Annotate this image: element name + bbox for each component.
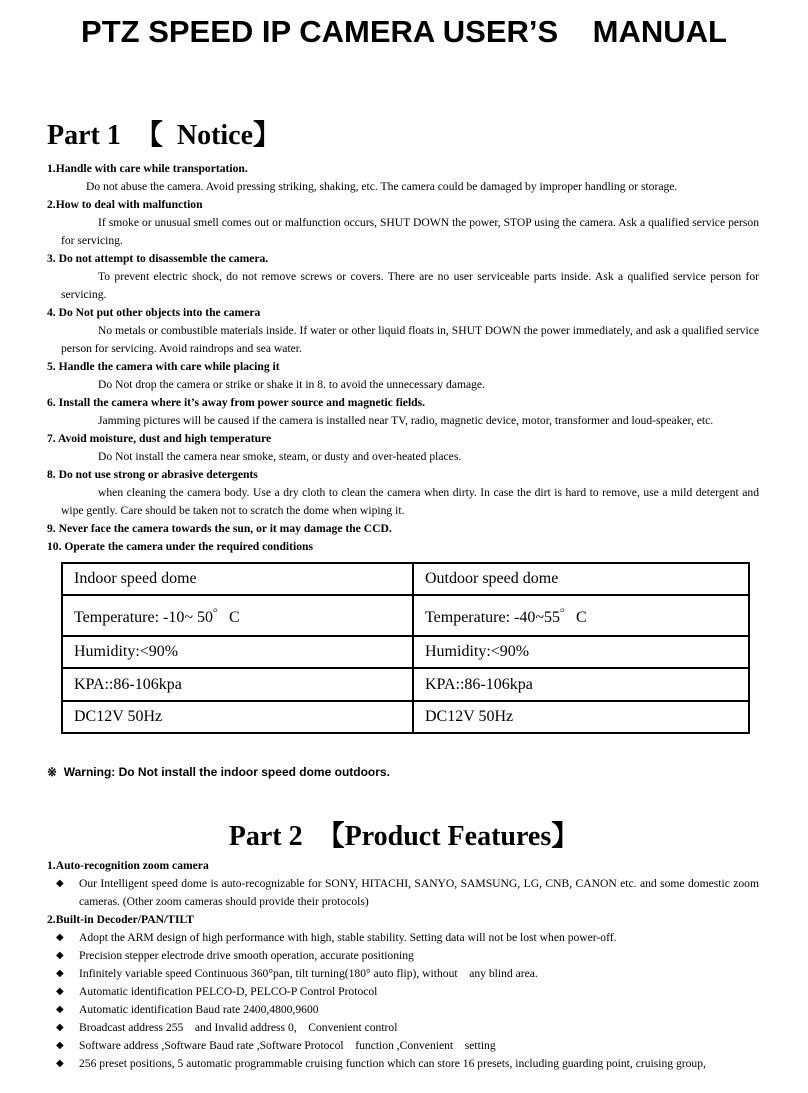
notice-body-6: Jamming pictures will be caused if the camera is installed near TV, radio, magnetic device, motor, transformer and loud-speaker, etc. [98, 414, 714, 427]
list-item [47, 1019, 759, 1037]
table-cell: Humidity:<90% [63, 636, 413, 669]
table-cell: Temperature: -40~55゜C [413, 595, 748, 636]
notice-body-4: No metals or combustible materials inside. If water or other liquid floats in, SHUT DOWN the power immediately, and ask a qualified service person for servicing. Avoid raindrops and sea water. [61, 324, 759, 355]
list-item-text: Adopt the ARM design of high performance with high, stable stability. Setting data will not be lost when power-off. [79, 931, 617, 944]
table-row [63, 701, 748, 732]
diamond-bullet-icon: ◆ [56, 878, 64, 889]
list-item [47, 875, 759, 911]
notice-heading-1: 1.Handle with care while transportation. [47, 162, 248, 175]
notice-heading-10: 10. Operate the camera under the required conditions [47, 540, 313, 553]
notice-body-8: when cleaning the camera body. Use a dry cloth to clean the camera when dirty. In case the dirt is hard to remove, use a mild detergent and wipe gently. Care should be taken not to scratch the dome when wiping it. [61, 486, 759, 517]
table-row [63, 595, 748, 636]
notice-list [47, 160, 759, 556]
table-row [63, 564, 748, 595]
list-item-text: Automatic identification Baud rate 2400,4800,9600 [79, 1003, 319, 1016]
feature-heading-1: 1.Auto-recognition zoom camera [47, 859, 209, 872]
notice-body-5: Do Not drop the camera or strike or shake it in 8. to avoid the unnecessary damage. [98, 378, 485, 391]
list-item-text: 256 preset positions, 5 automatic programmable cruising function which can store 16 presets, including guarding point, cruising group, [79, 1057, 706, 1070]
diamond-bullet-icon: ◆ [56, 1040, 64, 1051]
operating-conditions-table [61, 562, 750, 734]
feature-heading-2: 2.Built-in Decoder/PAN/TILT [47, 913, 194, 926]
list-item [47, 947, 759, 965]
part2-title: Part 2 【Product Features】 [228, 821, 580, 852]
table-cell: Temperature: -10~ 50゜C [63, 595, 413, 636]
list-item-text: Broadcast address 255 and Invalid address 0, Convenient control [79, 1021, 398, 1034]
notice-heading-7: 7. Avoid moisture, dust and high temperature [47, 432, 272, 445]
list-item-text: Precision stepper electrode drive smooth operation, accurate positioning [79, 949, 414, 962]
diamond-bullet-icon: ◆ [56, 1022, 64, 1033]
notice-heading-9: 9. Never face the camera towards the sun, or it may damage the CCD. [47, 522, 392, 535]
notice-heading-6: 6. Install the camera where it’s away from power source and magnetic fields. [47, 396, 426, 409]
table-cell: DC12V 50Hz [63, 701, 413, 732]
diamond-bullet-icon: ◆ [56, 986, 64, 997]
table-cell: KPA::86-106kpa [63, 668, 413, 701]
list-item [47, 1001, 759, 1019]
notice-heading-4: 4. Do Not put other objects into the camera [47, 306, 261, 319]
notice-body-3: To prevent electric shock, do not remove screws or covers. There are no user serviceable parts inside. Ask a qualified service person for servicing. [61, 270, 759, 301]
notice-heading-8: 8. Do not use strong or abrasive detergents [47, 468, 258, 481]
diamond-bullet-icon: ◆ [56, 1004, 64, 1015]
diamond-bullet-icon: ◆ [56, 932, 64, 943]
table-row [63, 668, 748, 701]
list-item [47, 1037, 759, 1055]
notice-body-2: If smoke or unusual smell comes out or malfunction occurs, SHUT DOWN the power, STOP using the camera. Ask a qualified service person for servicing. [61, 216, 759, 247]
warning-note: ※ Warning: Do Not install the indoor speed dome outdoors. [47, 765, 390, 779]
list-item [47, 929, 759, 947]
notice-heading-5: 5. Handle the camera with care while placing it [47, 360, 280, 373]
table-cell: DC12V 50Hz [413, 701, 748, 732]
document-title: PTZ SPEED IP CAMERA USER’S MANUAL [81, 14, 727, 49]
list-item-text: Infinitely variable speed Continuous 360°pan, tilt turning(180° auto flip), without any blind area. [79, 967, 538, 980]
feature-list [47, 857, 759, 1073]
list-item [47, 965, 759, 983]
notice-body-7: Do Not install the camera near smoke, steam, or dusty and over-heated places. [98, 450, 462, 463]
part1-title: Part 1 【 Notice】 [47, 120, 282, 151]
table-cell: Indoor speed dome [63, 564, 413, 595]
table-row [63, 636, 748, 669]
diamond-bullet-icon: ◆ [56, 1058, 64, 1069]
list-item [47, 983, 759, 1001]
table-cell: Humidity:<90% [413, 636, 748, 669]
list-item-text: Software address ,Software Baud rate ,Software Protocol function ,Convenient setting [79, 1039, 496, 1052]
list-item [47, 1055, 759, 1073]
diamond-bullet-icon: ◆ [56, 968, 64, 979]
diamond-bullet-icon: ◆ [56, 950, 64, 961]
table-cell: Outdoor speed dome [413, 564, 748, 595]
list-item-text: Automatic identification PELCO-D, PELCO-P Control Protocol [79, 985, 378, 998]
notice-body-1: Do not abuse the camera. Avoid pressing striking, shaking, etc. The camera could be damaged by improper handling or storage. [86, 180, 678, 193]
list-item-text: Our Intelligent speed dome is auto-recognizable for SONY, HITACHI, SANYO, SAMSUNG, LG, CNB, CANON etc. and some domestic zoom cameras. (Other zoom cameras should provide their protocols) [79, 877, 759, 908]
notice-heading-2: 2.How to deal with malfunction [47, 198, 203, 211]
notice-heading-3: 3. Do not attempt to disassemble the camera. [47, 252, 269, 265]
table-cell: KPA::86-106kpa [413, 668, 748, 701]
